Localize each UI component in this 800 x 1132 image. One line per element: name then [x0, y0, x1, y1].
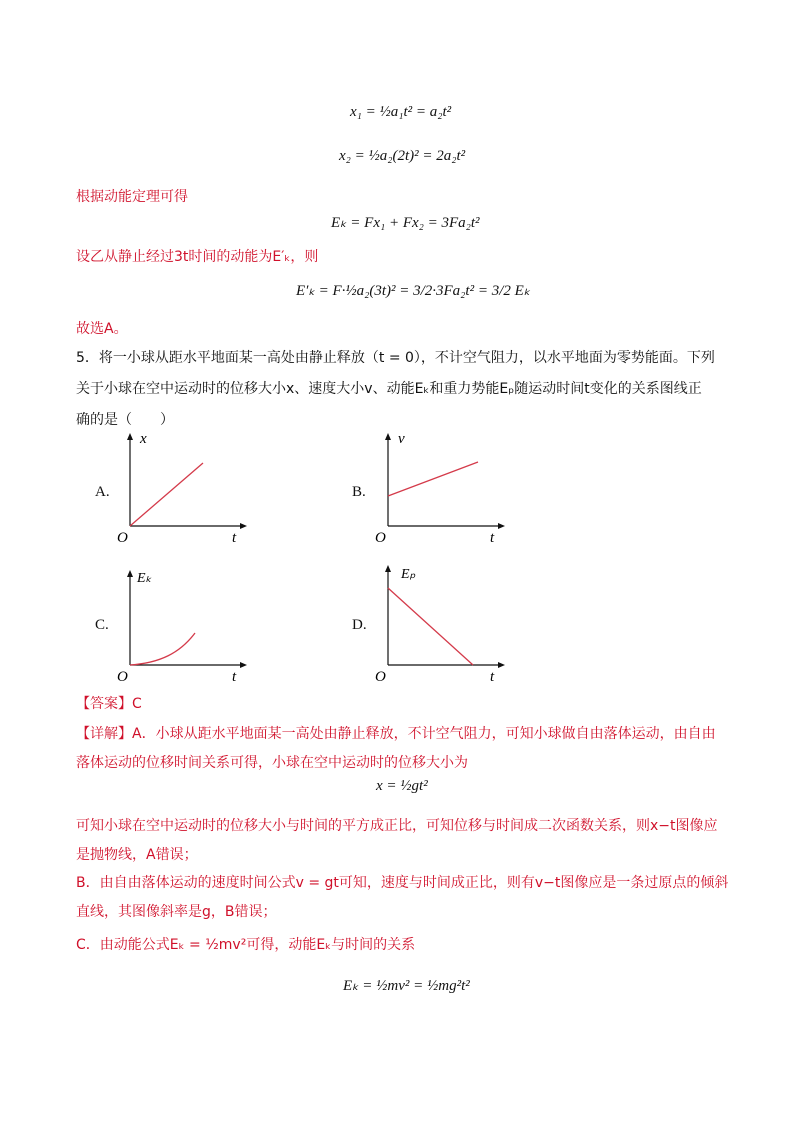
graph-c-y-label: Eₖ	[137, 571, 152, 586]
graph-d-t-label: t	[490, 669, 495, 683]
detail-line-3: 可知小球在空中运动时的位移大小与时间的平方成正比，可知位移与时间成二次函数关系，则x−t图像应	[76, 818, 718, 834]
option-c-label: C.	[95, 617, 109, 633]
detail-line-7: C．由动能公式Eₖ = ½mv²可得，动能Eₖ与时间的关系	[76, 937, 416, 953]
arrow-up-icon	[385, 433, 391, 440]
graph-d-line	[388, 588, 473, 665]
graph-b-origin: O	[375, 530, 386, 545]
graph-b-t-label: t	[490, 530, 495, 545]
graph-c-t-label: t	[232, 669, 237, 683]
theorem-text: 根据动能定理可得	[76, 189, 188, 205]
set-b-text: 设乙从静止经过3t时间的动能为E′ₖ，则	[76, 249, 319, 265]
graph-c-origin: O	[117, 669, 128, 683]
arrow-up-icon	[127, 433, 133, 440]
equation-ek: Eₖ = Fx₁ + Fx₂ = 3Fa₂t²	[331, 215, 480, 231]
graph-b-y-label: v	[398, 431, 405, 447]
arrow-right-icon	[240, 523, 247, 529]
graph-b-line	[388, 462, 478, 496]
choose-a-text: 故选A。	[76, 321, 128, 337]
equation-x2: x₂ = ½a₂(2t)² = 2a₂t²	[339, 148, 466, 164]
graph-a-origin: O	[117, 530, 128, 545]
option-d-label: D.	[352, 617, 367, 633]
question-5-line-1: 5．将一小球从距水平地面某一高处由静止释放（t = 0），不计空气阻力，以水平地面为零势能面。下列	[76, 350, 715, 366]
question-5-line-3: 确的是（ ）	[76, 412, 174, 428]
arrow-up-icon	[127, 570, 133, 577]
answer-text: 【答案】C	[76, 696, 142, 712]
graph-a-t-label: t	[232, 530, 237, 545]
graph-a-line	[130, 463, 203, 526]
arrow-right-icon	[498, 523, 505, 529]
equation-x1: x₁ = ½a₁t² = a₂t²	[350, 104, 452, 120]
equation-ek-mv: Eₖ = ½mv² = ½mg²t²	[343, 978, 470, 994]
detail-line-5: B．由自由落体运动的速度时间公式v = gt可知，速度与时间成正比，则有v−t图像应是一条过原点的倾斜	[76, 875, 729, 891]
detail-line-1: 【详解】A．小球从距水平地面某一高处由静止释放，不计空气阻力，可知小球做自由落体运动，由自由	[76, 726, 716, 742]
detail-line-4: 是抛物线，A错误；	[76, 847, 198, 863]
graph-c-curve	[130, 633, 195, 665]
graph-c	[115, 565, 255, 683]
option-b-label: B.	[352, 484, 366, 500]
graph-d-origin: O	[375, 669, 386, 683]
arrow-up-icon	[385, 565, 391, 572]
question-5-line-2: 关于小球在空中运动时的位移大小x、速度大小v、动能Eₖ和重力势能Eₚ随运动时间t变化的关系图线正	[76, 381, 702, 397]
graph-d-y-label: Eₚ	[401, 567, 416, 582]
option-a-label: A.	[95, 484, 110, 500]
arrow-right-icon	[240, 662, 247, 668]
graph-b	[373, 430, 513, 545]
detail-line-2: 落体运动的位移时间关系可得，小球在空中运动时的位移大小为	[76, 755, 468, 771]
equation-ek-prime: E′ₖ = F·½a₂(3t)² = 3/2·3Fa₂t² = 3/2 Eₖ	[296, 283, 531, 299]
graph-d	[373, 560, 513, 683]
graph-a-y-label: x	[140, 431, 147, 447]
detail-line-6: 直线，其图像斜率是g，B错误；	[76, 904, 277, 920]
arrow-right-icon	[498, 662, 505, 668]
graph-a	[115, 430, 255, 545]
equation-x-gt: x = ½gt²	[376, 778, 428, 794]
